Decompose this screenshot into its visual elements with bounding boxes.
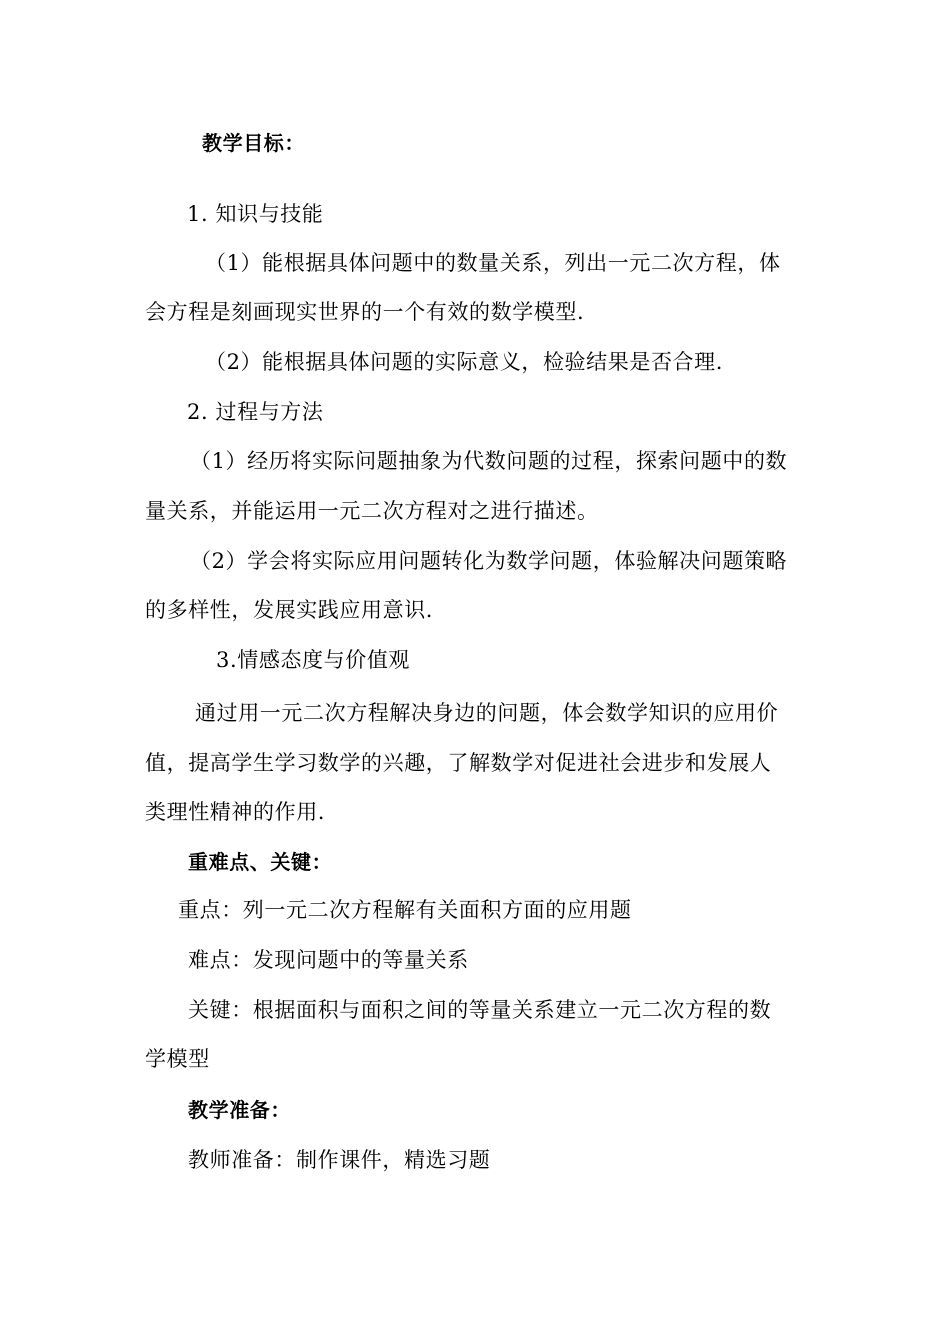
process-item-1-line-1: （1）经历将实际问题抽象为代数问题的过程，探索问题中的数: [190, 449, 788, 473]
emotion-text-line-2: 值，提高学生学习数学的兴趣，了解数学对促进社会进步和发展人: [145, 751, 772, 775]
heading-teaching-preparation: 教学准备：: [188, 1098, 291, 1122]
subheading-knowledge-skills: 1. 知识与技能: [187, 202, 324, 226]
knowledge-item-1-line-2: 会方程是刻画现实世界的一个有效的数学模型.: [145, 300, 585, 324]
process-item-2-line-1: （2）学会将实际应用问题转化为数学问题，体验解决问题策略: [190, 549, 788, 573]
emotion-text-line-3: 类理性精神的作用.: [145, 800, 326, 824]
heading-key-difficult-points: 重难点、关键：: [188, 850, 333, 874]
teacher-preparation: 教师准备：制作课件，精选习题: [188, 1148, 491, 1172]
heading-teaching-objectives: 教学目标：: [202, 131, 305, 155]
key-point-line-1: 关键：根据面积与面积之间的等量关系建立一元二次方程的数: [188, 998, 772, 1022]
emotion-text-line-1: 通过用一元二次方程解决身边的问题，体会数学知识的应用价: [195, 701, 779, 725]
process-item-1-line-2: 量关系，并能运用一元二次方程对之进行描述。: [145, 499, 599, 523]
knowledge-item-2: （2）能根据具体问题的实际意义，检验结果是否合理.: [205, 350, 724, 374]
knowledge-item-1-line-1: （1）能根据具体问题中的数量关系，列出一元二次方程，体: [205, 251, 781, 275]
focus-point: 重点：列一元二次方程解有关面积方面的应用题: [178, 898, 632, 922]
key-point-line-2: 学模型: [145, 1047, 210, 1071]
subheading-process-methods: 2. 过程与方法: [187, 400, 324, 424]
difficulty-point: 难点：发现问题中的等量关系: [188, 948, 469, 972]
subheading-emotion-values: 3.情感态度与价值观: [216, 648, 411, 672]
process-item-2-line-2: 的多样性，发展实践应用意识.: [145, 598, 434, 622]
